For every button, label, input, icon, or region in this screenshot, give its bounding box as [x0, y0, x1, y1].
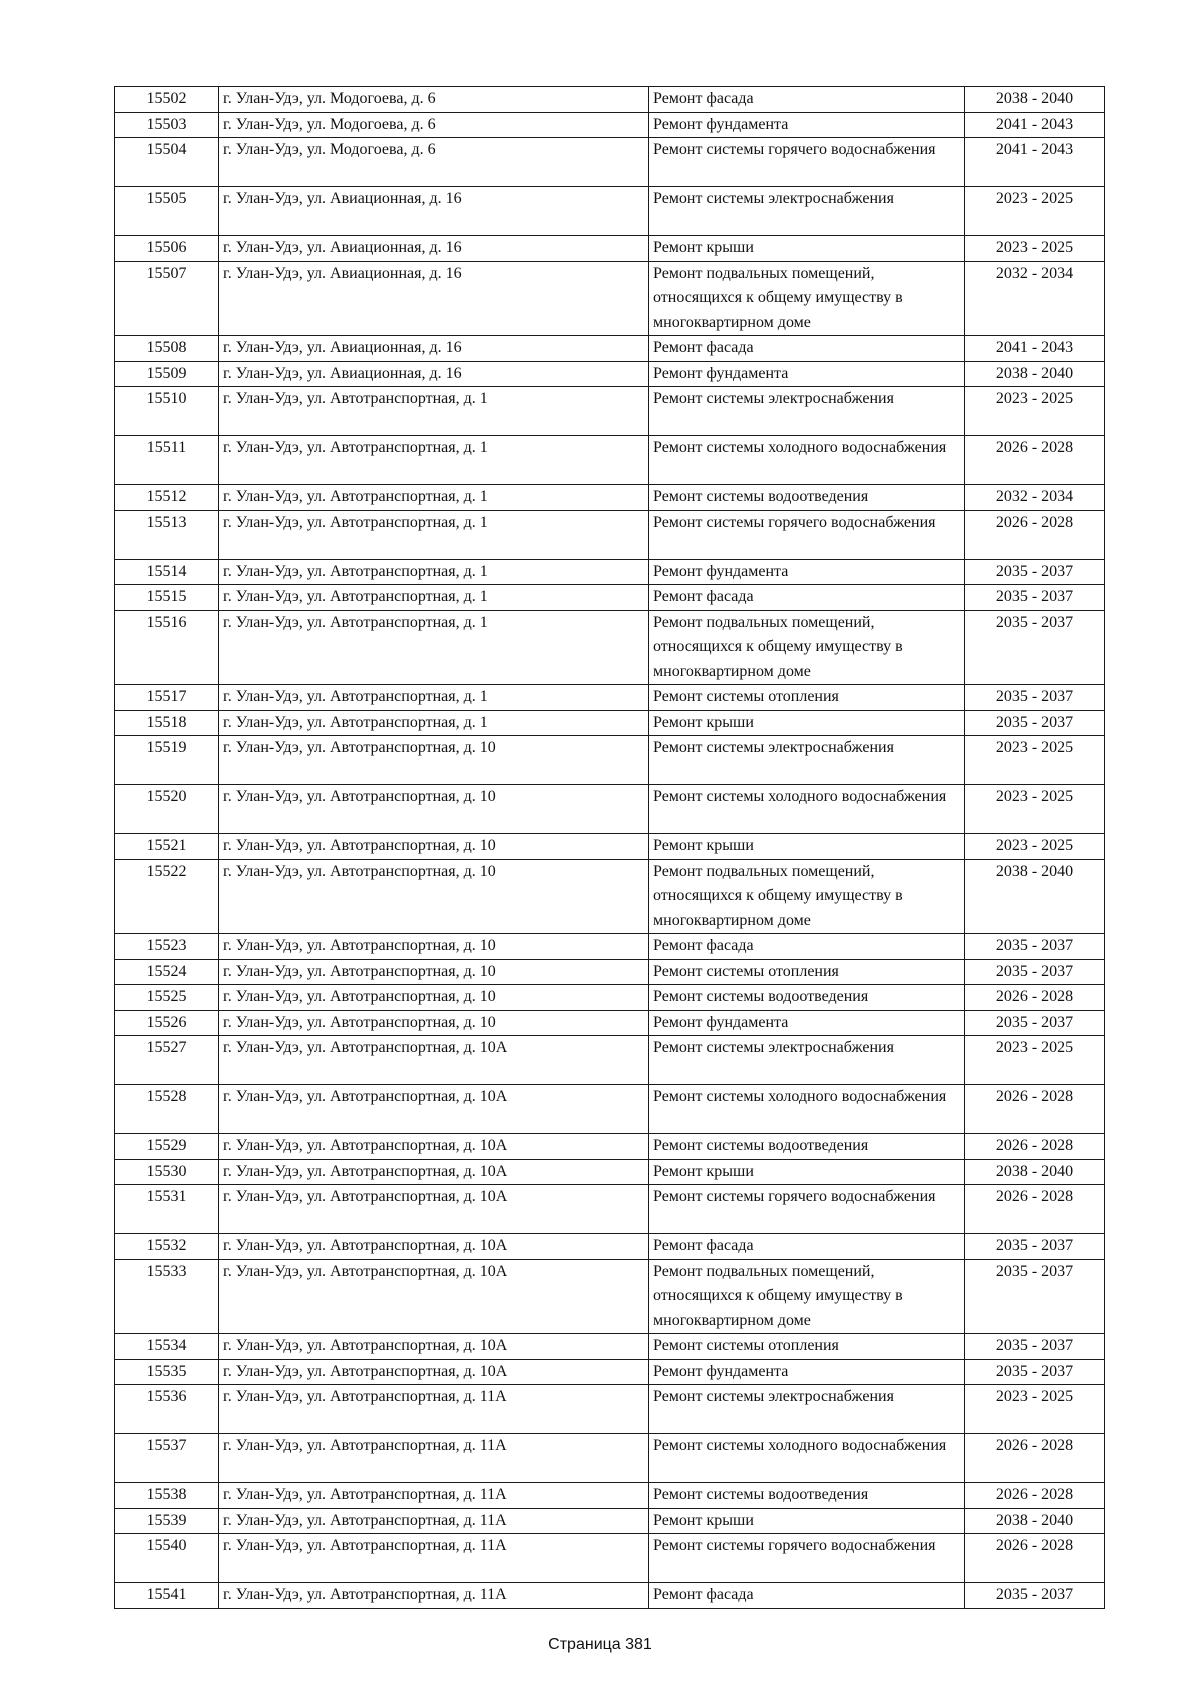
row-address: г. Улан-Удэ, ул. Автотранспортная, д. 11А [219, 1508, 649, 1534]
table-row [115, 959, 1105, 985]
table-row [115, 685, 1105, 711]
table-row [115, 859, 1105, 934]
row-period: 2023 - 2025 [965, 1036, 1105, 1085]
row-address: г. Улан-Удэ, ул. Авиационная, д. 16 [219, 187, 649, 236]
row-work-type: Ремонт крыши [649, 1508, 965, 1534]
row-address: г. Улан-Удэ, ул. Автотранспортная, д. 10 [219, 1010, 649, 1036]
row-work-type: Ремонт крыши [649, 236, 965, 262]
row-period: 2032 - 2034 [965, 485, 1105, 511]
row-address: г. Улан-Удэ, ул. Автотранспортная, д. 10 [219, 985, 649, 1011]
row-address: г. Улан-Удэ, ул. Автотранспортная, д. 1 [219, 559, 649, 585]
row-address: г. Улан-Удэ, ул. Автотранспортная, д. 11А [219, 1434, 649, 1483]
table-row [115, 387, 1105, 436]
row-number: 15540 [115, 1534, 219, 1583]
row-period: 2041 - 2043 [965, 138, 1105, 187]
table-row [115, 985, 1105, 1011]
row-work-type: Ремонт системы отопления [649, 1334, 965, 1360]
row-period: 2026 - 2028 [965, 1134, 1105, 1160]
table-row [115, 187, 1105, 236]
row-period: 2035 - 2037 [965, 1234, 1105, 1260]
row-period: 2026 - 2028 [965, 1534, 1105, 1583]
row-work-type: Ремонт системы горячего водоснабжения [649, 1185, 965, 1234]
row-number: 15514 [115, 559, 219, 585]
row-address: г. Улан-Удэ, ул. Автотранспортная, д. 10 [219, 959, 649, 985]
row-number: 15507 [115, 261, 219, 336]
table-row [115, 1010, 1105, 1036]
row-period: 2041 - 2043 [965, 112, 1105, 138]
row-period: 2035 - 2037 [965, 685, 1105, 711]
row-address: г. Улан-Удэ, ул. Авиационная, д. 16 [219, 261, 649, 336]
row-address: г. Улан-Удэ, ул. Модогоева, д. 6 [219, 112, 649, 138]
row-work-type: Ремонт подвальных помещений, относящихся к общему имуществу в многоквартирном доме [649, 1259, 965, 1334]
row-period: 2038 - 2040 [965, 361, 1105, 387]
row-work-type: Ремонт системы отопления [649, 959, 965, 985]
row-number: 15523 [115, 934, 219, 960]
row-number: 15503 [115, 112, 219, 138]
row-number: 15518 [115, 710, 219, 736]
table-row [115, 261, 1105, 336]
row-address: г. Улан-Удэ, ул. Автотранспортная, д. 10А [219, 1359, 649, 1385]
row-work-type: Ремонт системы холодного водоснабжения [649, 1085, 965, 1134]
row-address: г. Улан-Удэ, ул. Автотранспортная, д. 10 [219, 934, 649, 960]
row-period: 2038 - 2040 [965, 859, 1105, 934]
row-address: г. Улан-Удэ, ул. Автотранспортная, д. 11А [219, 1583, 649, 1609]
row-period: 2023 - 2025 [965, 1385, 1105, 1434]
row-period: 2035 - 2037 [965, 585, 1105, 611]
row-period: 2023 - 2025 [965, 785, 1105, 834]
row-number: 15534 [115, 1334, 219, 1360]
row-address: г. Улан-Удэ, ул. Авиационная, д. 16 [219, 236, 649, 262]
table-row [115, 336, 1105, 362]
row-number: 15512 [115, 485, 219, 511]
row-number: 15511 [115, 436, 219, 485]
table-row [115, 1234, 1105, 1260]
row-period: 2023 - 2025 [965, 736, 1105, 785]
row-period: 2038 - 2040 [965, 1159, 1105, 1185]
row-work-type: Ремонт фундамента [649, 361, 965, 387]
row-work-type: Ремонт системы водоотведения [649, 1483, 965, 1509]
table-row [115, 112, 1105, 138]
row-period: 2023 - 2025 [965, 236, 1105, 262]
row-work-type: Ремонт фундамента [649, 559, 965, 585]
table-row [115, 1483, 1105, 1509]
table-row [115, 834, 1105, 860]
row-number: 15522 [115, 859, 219, 934]
row-number: 15505 [115, 187, 219, 236]
row-period: 2038 - 2040 [965, 87, 1105, 113]
row-number: 15509 [115, 361, 219, 387]
row-period: 2026 - 2028 [965, 1085, 1105, 1134]
row-work-type: Ремонт системы электроснабжения [649, 1036, 965, 1085]
table-row [115, 1334, 1105, 1360]
row-address: г. Улан-Удэ, ул. Автотранспортная, д. 1 [219, 585, 649, 611]
table-row [115, 1185, 1105, 1234]
table-row [115, 1036, 1105, 1085]
row-number: 15533 [115, 1259, 219, 1334]
row-work-type: Ремонт фасада [649, 585, 965, 611]
table-row [115, 1534, 1105, 1583]
table-row [115, 361, 1105, 387]
row-address: г. Улан-Удэ, ул. Автотранспортная, д. 11А [219, 1483, 649, 1509]
row-work-type: Ремонт фасада [649, 1583, 965, 1609]
row-number: 15530 [115, 1159, 219, 1185]
table-row [115, 1159, 1105, 1185]
row-period: 2035 - 2037 [965, 1334, 1105, 1360]
row-number: 15538 [115, 1483, 219, 1509]
table-row [115, 610, 1105, 685]
row-work-type: Ремонт системы электроснабжения [649, 1385, 965, 1434]
table-row [115, 710, 1105, 736]
row-address: г. Улан-Удэ, ул. Автотранспортная, д. 10А [219, 1259, 649, 1334]
row-address: г. Улан-Удэ, ул. Автотранспортная, д. 10А [219, 1185, 649, 1234]
table-row [115, 934, 1105, 960]
row-address: г. Улан-Удэ, ул. Автотранспортная, д. 10 [219, 834, 649, 860]
row-number: 15524 [115, 959, 219, 985]
row-address: г. Улан-Удэ, ул. Автотранспортная, д. 1 [219, 685, 649, 711]
table-row [115, 236, 1105, 262]
row-address: г. Улан-Удэ, ул. Автотранспортная, д. 1 [219, 710, 649, 736]
row-number: 15526 [115, 1010, 219, 1036]
row-period: 2032 - 2034 [965, 261, 1105, 336]
table-row [115, 485, 1105, 511]
row-period: 2035 - 2037 [965, 959, 1105, 985]
row-number: 15531 [115, 1185, 219, 1234]
row-work-type: Ремонт фасада [649, 87, 965, 113]
row-address: г. Улан-Удэ, ул. Автотранспортная, д. 1 [219, 436, 649, 485]
row-period: 2026 - 2028 [965, 985, 1105, 1011]
table-row [115, 736, 1105, 785]
table-row [115, 1508, 1105, 1534]
row-address: г. Улан-Удэ, ул. Автотранспортная, д. 10А [219, 1085, 649, 1134]
row-address: г. Улан-Удэ, ул. Автотранспортная, д. 10А [219, 1334, 649, 1360]
row-period: 2023 - 2025 [965, 187, 1105, 236]
table-row [115, 559, 1105, 585]
row-number: 15521 [115, 834, 219, 860]
table-row [115, 1085, 1105, 1134]
row-address: г. Улан-Удэ, ул. Автотранспортная, д. 10 [219, 736, 649, 785]
table-row [115, 1583, 1105, 1609]
row-period: 2035 - 2037 [965, 710, 1105, 736]
row-address: г. Улан-Удэ, ул. Автотранспортная, д. 10 [219, 859, 649, 934]
row-work-type: Ремонт крыши [649, 1159, 965, 1185]
row-work-type: Ремонт системы водоотведения [649, 985, 965, 1011]
row-period: 2026 - 2028 [965, 436, 1105, 485]
row-work-type: Ремонт фасада [649, 1234, 965, 1260]
row-period: 2023 - 2025 [965, 834, 1105, 860]
row-period: 2023 - 2025 [965, 387, 1105, 436]
row-work-type: Ремонт подвальных помещений, относящихся к общему имуществу в многоквартирном доме [649, 610, 965, 685]
row-number: 15525 [115, 985, 219, 1011]
row-work-type: Ремонт системы горячего водоснабжения [649, 1534, 965, 1583]
row-period: 2026 - 2028 [965, 510, 1105, 559]
row-address: г. Улан-Удэ, ул. Автотранспортная, д. 1 [219, 610, 649, 685]
row-work-type: Ремонт системы горячего водоснабжения [649, 510, 965, 559]
row-period: 2026 - 2028 [965, 1185, 1105, 1234]
row-work-type: Ремонт фасада [649, 336, 965, 362]
row-number: 15516 [115, 610, 219, 685]
row-number: 15510 [115, 387, 219, 436]
row-work-type: Ремонт системы холодного водоснабжения [649, 436, 965, 485]
row-number: 15535 [115, 1359, 219, 1385]
row-work-type: Ремонт подвальных помещений, относящихся к общему имуществу в многоквартирном доме [649, 261, 965, 336]
table-row [115, 87, 1105, 113]
row-number: 15519 [115, 736, 219, 785]
row-work-type: Ремонт фундамента [649, 1010, 965, 1036]
row-address: г. Улан-Удэ, ул. Автотранспортная, д. 10А [219, 1159, 649, 1185]
row-work-type: Ремонт системы электроснабжения [649, 187, 965, 236]
row-period: 2035 - 2037 [965, 1010, 1105, 1036]
row-address: г. Улан-Удэ, ул. Автотранспортная, д. 11А [219, 1534, 649, 1583]
row-number: 15502 [115, 87, 219, 113]
table-row [115, 138, 1105, 187]
row-number: 15520 [115, 785, 219, 834]
row-address: г. Улан-Удэ, ул. Модогоева, д. 6 [219, 138, 649, 187]
row-address: г. Улан-Удэ, ул. Автотранспортная, д. 10А [219, 1134, 649, 1160]
row-number: 15515 [115, 585, 219, 611]
row-work-type: Ремонт фасада [649, 934, 965, 960]
row-address: г. Улан-Удэ, ул. Автотранспортная, д. 10 [219, 785, 649, 834]
table-body [115, 87, 1105, 1609]
row-work-type: Ремонт крыши [649, 834, 965, 860]
row-work-type: Ремонт фундамента [649, 1359, 965, 1385]
row-number: 15532 [115, 1234, 219, 1260]
row-work-type: Ремонт фундамента [649, 112, 965, 138]
row-work-type: Ремонт системы электроснабжения [649, 387, 965, 436]
row-period: 2035 - 2037 [965, 610, 1105, 685]
row-work-type: Ремонт системы электроснабжения [649, 736, 965, 785]
row-period: 2035 - 2037 [965, 1259, 1105, 1334]
row-period: 2035 - 2037 [965, 1583, 1105, 1609]
row-address: г. Улан-Удэ, ул. Автотранспортная, д. 1 [219, 485, 649, 511]
row-address: г. Улан-Удэ, ул. Авиационная, д. 16 [219, 361, 649, 387]
row-work-type: Ремонт системы водоотведения [649, 1134, 965, 1160]
row-number: 15527 [115, 1036, 219, 1085]
row-number: 15508 [115, 336, 219, 362]
row-number: 15504 [115, 138, 219, 187]
row-period: 2026 - 2028 [965, 1483, 1105, 1509]
table-row [115, 585, 1105, 611]
row-number: 15528 [115, 1085, 219, 1134]
row-work-type: Ремонт системы холодного водоснабжения [649, 785, 965, 834]
table-row [115, 436, 1105, 485]
row-address: г. Улан-Удэ, ул. Автотранспортная, д. 10А [219, 1036, 649, 1085]
table-row [115, 1134, 1105, 1160]
row-work-type: Ремонт системы водоотведения [649, 485, 965, 511]
table-row [115, 1434, 1105, 1483]
table-row [115, 1385, 1105, 1434]
row-number: 15517 [115, 685, 219, 711]
repair-schedule-table [114, 86, 1105, 1609]
row-address: г. Улан-Удэ, ул. Авиационная, д. 16 [219, 336, 649, 362]
row-period: 2041 - 2043 [965, 336, 1105, 362]
row-period: 2038 - 2040 [965, 1508, 1105, 1534]
row-number: 15539 [115, 1508, 219, 1534]
row-address: г. Улан-Удэ, ул. Автотранспортная, д. 1 [219, 387, 649, 436]
row-period: 2035 - 2037 [965, 934, 1105, 960]
row-period: 2026 - 2028 [965, 1434, 1105, 1483]
row-number: 15513 [115, 510, 219, 559]
row-work-type: Ремонт системы горячего водоснабжения [649, 138, 965, 187]
row-period: 2035 - 2037 [965, 559, 1105, 585]
table-row [115, 510, 1105, 559]
row-address: г. Улан-Удэ, ул. Автотранспортная, д. 10А [219, 1234, 649, 1260]
row-work-type: Ремонт подвальных помещений, относящихся к общему имуществу в многоквартирном доме [649, 859, 965, 934]
row-period: 2035 - 2037 [965, 1359, 1105, 1385]
row-number: 15536 [115, 1385, 219, 1434]
table-row [115, 785, 1105, 834]
row-number: 15506 [115, 236, 219, 262]
page-number: Страница 381 [548, 1636, 652, 1653]
row-address: г. Улан-Удэ, ул. Модогоева, д. 6 [219, 87, 649, 113]
row-number: 15537 [115, 1434, 219, 1483]
row-work-type: Ремонт крыши [649, 710, 965, 736]
row-number: 15541 [115, 1583, 219, 1609]
row-number: 15529 [115, 1134, 219, 1160]
row-work-type: Ремонт системы холодного водоснабжения [649, 1434, 965, 1483]
row-address: г. Улан-Удэ, ул. Автотранспортная, д. 1 [219, 510, 649, 559]
row-address: г. Улан-Удэ, ул. Автотранспортная, д. 11А [219, 1385, 649, 1434]
table-row [115, 1359, 1105, 1385]
table-row [115, 1259, 1105, 1334]
row-work-type: Ремонт системы отопления [649, 685, 965, 711]
